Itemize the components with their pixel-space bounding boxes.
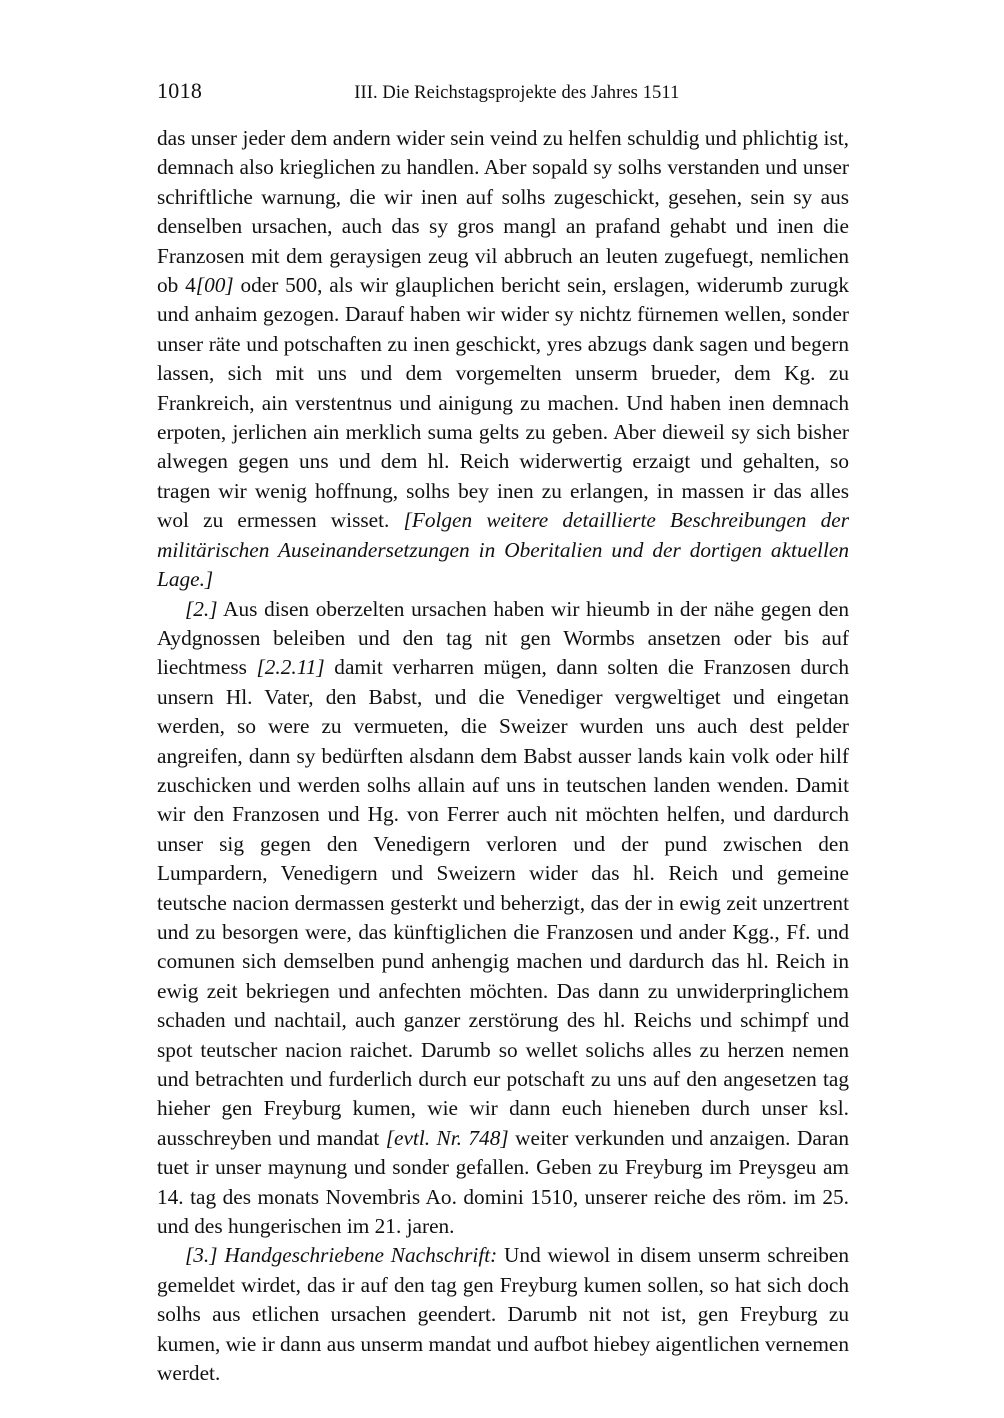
page-header [157,78,847,106]
paragraph-1-text-b: oder 500, als wir glauplichen bericht sein, erslagen, widerumb zurugk und anhaim gezogen. Darauf haben wir wider sy nichtz fürnemen wellen, sonder unser räte und potschaften zu inen geschickt, yres abzugs dank sagen und begern lassen, sich mit uns und dem vorgemelten unserm brueder, dem Kg. zu Frankreich, ain verstentnus und ainigung zu machen. Und haben inen demnach erpoten, jerlichen ain merklich suma gelts zu geben. Aber dieweil sy sich bisher alwegen gegen uns und dem hl. Reich widerwertig erzaigt und gehalten, so tragen wir wenig hoffnung, solhs bey inen zu erlangen, in massen ir das alles wol zu ermessen wisset. [157,273,849,533]
paragraph-1-editorial-b: [Folgen weitere detaillierte Beschreibungen der militärischen Auseinandersetzungen in Oberitalien und der dortigen aktuellen Lage.] [157,508,849,592]
paragraph-3-heading: Handgeschriebene Nachschrift: [217,1243,498,1268]
paragraph-2-marker: [2.] [185,596,218,621]
paragraph-2-text-a: Aus disen oberzelten ursachen haben wir hieumb in der nähe gegen den Aydgnossen beleiben und den tag nit gen Wormbs ansetzen oder bis auf liechtmess [157,596,849,680]
paragraph-2-editorial-a: [2.2.11] [256,655,325,680]
running-title: III. Die Reichstagsprojekte des Jahres 1511 [354,83,680,103]
paragraph-2 [157,595,849,1242]
paragraph-3 [157,1241,849,1388]
paragraph-3-marker: [3.] [185,1243,218,1268]
paragraph-1 [157,124,849,595]
paragraph-1-text-a: das unser jeder dem andern wider sein veind zu helfen schuldig und phlichtig ist, demnach also krieglichen zu handlen. Aber sopald sy solhs verstanden und unser schriftliche warnung, die wir inen auf solhs zugeschickt, gesehen, sein sy aus denselben ursachen, auch das sy gros mangl an prafand gehabt und inen die Franzosen mit dem geraysigen zeug vil abbruch an leuten zugefuegt, nemlichen ob 4 [157,126,849,298]
paragraph-2-editorial-b: [evtl. Nr. 748] [385,1125,509,1150]
folio-number: 1018 [157,78,203,103]
paragraph-3-text: Und wiewol in disem unserm schreiben gemeldet wirdet, das ir auf den tag gen Freyburg kumen sollen, so hat sich doch solhs aus etlichen ursachen geendert. Darumb nit not ist, gen Freyburg zu kumen, wie ir dann aus unserm mandat und aufbot hiebey aigentlichen vernemen werdet. [157,1243,849,1386]
page-body [157,124,849,1388]
paragraph-2-text-b: damit verharren mügen, dann solten die Franzosen durch unsern Hl. Vater, den Babst, und die Venediger vergweltiget und eingetan werden, so were zu vermueten, die Sweizer wurden uns auch dest pelder angreifen, dann sy bedürften alsdann dem Babst ausser lands kain volk oder hilf zuschicken und werden solhs allain auf uns in teutschen landen wenden. Damit wir den Franzosen und Hg. von Ferrer auch nit möchten helfen, und dardurch unser sig gegen den Venedigern verloren und der pund zwischen den Lumpardern, Venedigern und Sweizern wider das hl. Reich und gemeine teutsche nacion dermassen gesterkt und beherzigt, das der in ewig zeit unzertrent und zu besorgen were, das künftiglichen die Franzosen und ander Kgg., Ff. und comunen sich demselben pund anhengig machen und dardurch das hl. Reich in ewig zeit bekriegen und anfechten möchten. Das dann zu unwiderpringlichem schaden und nachtail, auch ganzer zerstörung des hl. Reichs und schimpf und spot teutscher nacion raichet. Darumb so wellet solichs alles zu herzen nemen und betrachten und furderlich durch eur potschaft zu uns auf den angesetzen tag hieher gen Freyburg kumen, wie wir dann euch hieneben durch unser ksl. ausschreyben und mandat [157,655,849,1150]
paragraph-1-editorial-a: [00] [195,273,234,298]
paragraph-2-text-c: weiter verkunden und anzaigen. Daran tuet ir unser maynung und sonder gefallen. Geben zu Freyburg im Preysgeu am 14. tag des monats Novembris Ao. domini 1510, unserer reiche des röm. im 25. und des hungerischen im 21. jaren. [157,1125,849,1239]
